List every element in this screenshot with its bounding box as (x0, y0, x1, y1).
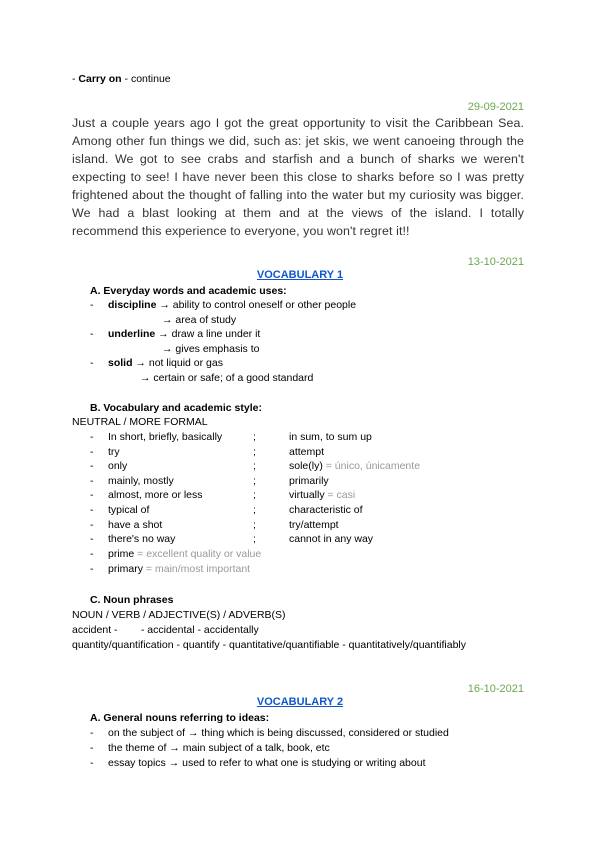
row-separator: ; (253, 519, 256, 531)
vocab-definition: → draw a line under it (155, 328, 261, 340)
neutral-term: typical of (108, 504, 150, 516)
formal-term (289, 519, 339, 531)
formal-term-text: sole(ly) (289, 460, 323, 472)
formal-term-text: attempt (289, 446, 325, 458)
list-item: on the subject of → thing which is being discussed, considered or studied (108, 727, 449, 739)
formal-term-text: virtually (289, 489, 325, 501)
formal-term-text: primarily (289, 475, 329, 487)
list-bullet: - (90, 328, 94, 340)
carry-on-term: Carry on (78, 73, 122, 85)
row-separator: ; (253, 446, 256, 458)
vocab1-date: 13-10-2021 (467, 256, 524, 268)
row-separator: ; (253, 475, 256, 487)
vocab2-date: 16-10-2021 (467, 683, 524, 695)
neutral-term: only (108, 460, 128, 472)
list-item: the theme of → main subject of a talk, book, etc (108, 742, 330, 754)
entry-date: 29-09-2021 (467, 101, 524, 113)
list-bullet: - (90, 548, 94, 560)
list-item (108, 357, 223, 369)
neutral-term: try (108, 446, 120, 458)
noun-phrase-line: quantity/quantification - quantify - quantitative/quantifiable - quantitatively/quantifiably (72, 639, 466, 651)
vocab-definition: → gives emphasis to (162, 343, 260, 355)
vocab-definition: → ability to control oneself or other people (156, 299, 357, 311)
row-separator: ; (253, 431, 256, 443)
list-item (108, 563, 250, 575)
formal-term-text: try/attempt (289, 519, 339, 531)
neutral-term: almost, more or less (108, 489, 203, 501)
formal-term (289, 475, 329, 487)
vocab-definition: → not liquid or gas (132, 357, 223, 369)
vocab-word: prime (108, 548, 135, 560)
list-item (108, 548, 261, 560)
formal-term (289, 431, 372, 443)
noun-phrase-line: accident - - accidental - accidentally (72, 624, 259, 636)
formal-term-text: characteristic of (289, 504, 363, 516)
list-bullet: - (90, 742, 94, 754)
vocab-word: solid (108, 357, 133, 369)
vocab1-section-c-subheading: NOUN / VERB / ADJECTIVE(S) / ADVERB(S) (72, 609, 286, 621)
list-bullet: - (90, 563, 94, 575)
vocab-note: = main/most important (143, 563, 251, 575)
list-item (108, 299, 356, 311)
formal-term (289, 504, 363, 516)
formal-term (289, 460, 420, 472)
formal-term-text: cannot in any way (289, 533, 374, 545)
list-bullet: - (90, 475, 94, 487)
neutral-term: mainly, mostly (108, 475, 174, 487)
formal-term-note: = único, únicamente (322, 460, 421, 472)
vocab1-section-b-subheading: NEUTRAL / MORE FORMAL (72, 416, 208, 428)
vocab-definition: → certain or safe; of a good standard (140, 372, 314, 384)
list-item (108, 328, 260, 340)
vocab1-section-c-heading: C. Noun phrases (90, 594, 174, 606)
list-bullet: - (90, 357, 94, 369)
neutral-term: there's no way (108, 533, 176, 545)
list-bullet: - (90, 533, 94, 545)
carry-on-definition: - continue (121, 73, 171, 85)
list-bullet: - (90, 504, 94, 516)
list-bullet: - (90, 431, 94, 443)
row-separator: ; (253, 533, 256, 545)
row-separator: ; (253, 460, 256, 472)
formal-term (289, 489, 355, 501)
vocab1-section-a-heading: A. Everyday words and academic uses: (90, 285, 287, 297)
carry-on-line (72, 73, 171, 85)
list-bullet: - (90, 489, 94, 501)
row-separator: ; (253, 489, 256, 501)
vocab-word: discipline (108, 299, 157, 311)
list-bullet: - (90, 727, 94, 739)
entry-paragraph: Just a couple years ago I got the great opportunity to visit the Caribbean Sea. Among other fun things we did, such as: jet skis, we went canoeing through the island. We got to see crabs and starfish and a bunch of sharks we weren't expecting to see! I have never been this close to sharks before so I was pretty frightened about the thought of falling into the water but my curiosity was bigger. We had a blast looking at them and at the views of the island. I totally recommend this experience to everyone, you won't regret it!! (72, 116, 524, 238)
list-item: essay topics → used to refer to what one is studying or writing about (108, 757, 426, 769)
vocab1-title: VOCABULARY 1 (256, 269, 344, 281)
formal-term (289, 446, 324, 458)
vocab-word: primary (108, 563, 144, 575)
list-bullet: - (90, 519, 94, 531)
formal-term (289, 533, 373, 545)
list-bullet: - (90, 460, 94, 472)
list-bullet: - (90, 446, 94, 458)
list-bullet: - (90, 299, 94, 311)
vocab2-section-a-heading: A. General nouns referring to ideas: (90, 712, 270, 724)
neutral-term: In short, briefly, basically (108, 431, 223, 443)
formal-term-note: = casi (324, 489, 356, 501)
vocab-definition: → area of study (162, 314, 237, 326)
formal-term-text: in sum, to sum up (289, 431, 372, 443)
vocab2-title: VOCABULARY 2 (256, 696, 344, 708)
neutral-term: have a shot (108, 519, 163, 531)
vocab-note: = excellent quality or value (134, 548, 262, 560)
list-bullet: - (90, 757, 94, 769)
carry-on-prefix: - (72, 73, 79, 85)
vocab-word: underline (108, 328, 156, 340)
vocab1-section-b-heading: B. Vocabulary and academic style: (90, 402, 262, 414)
row-separator: ; (253, 504, 256, 516)
